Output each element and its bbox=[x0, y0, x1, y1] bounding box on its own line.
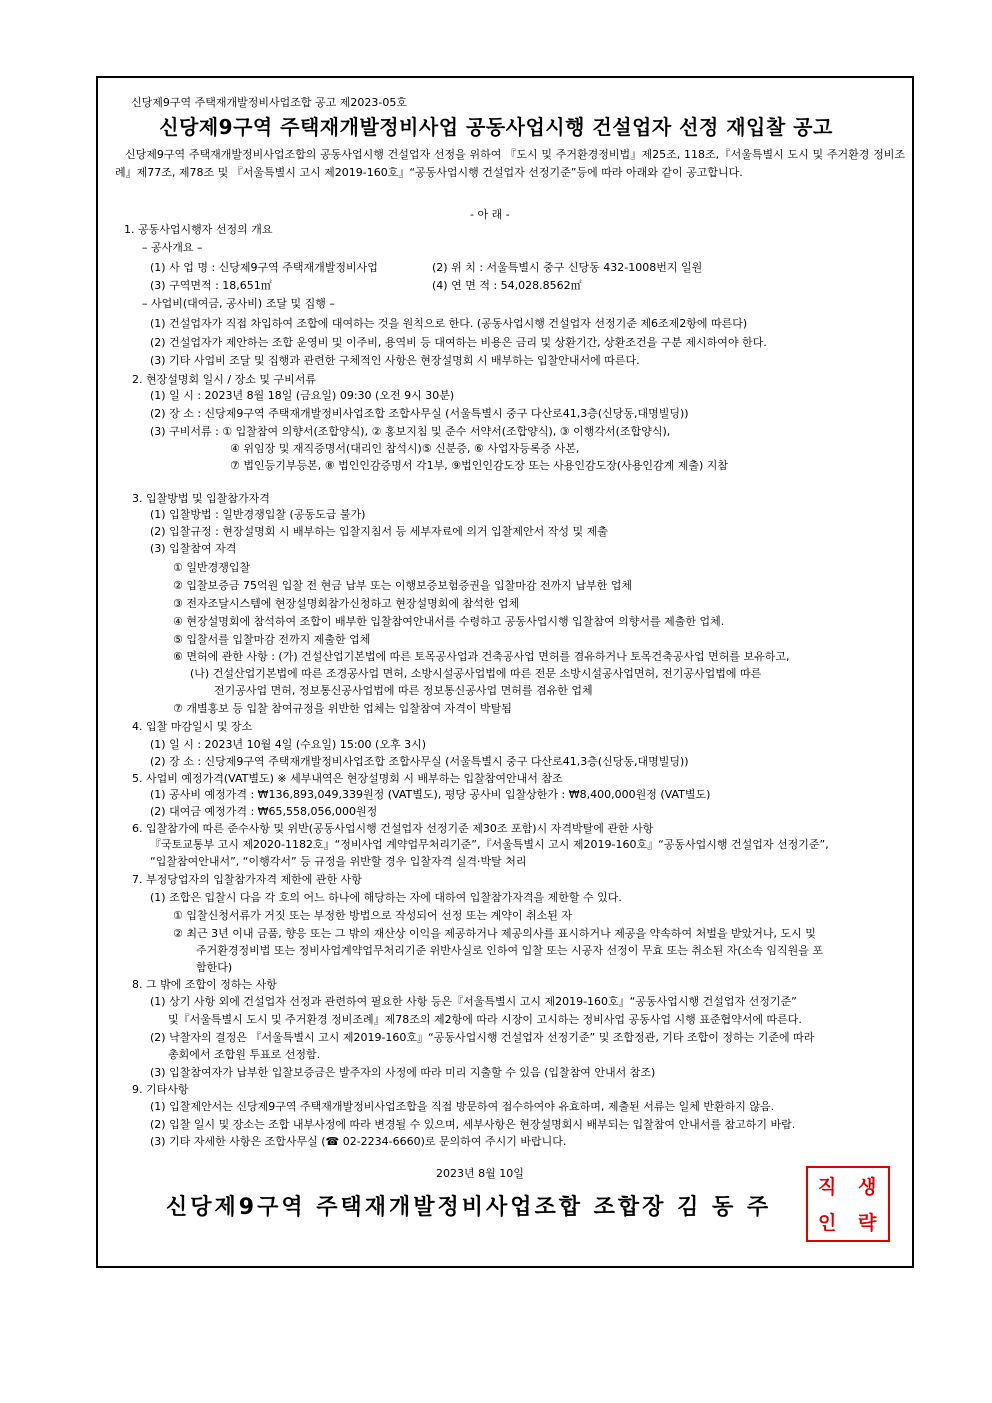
notice-line: (3) 입찰참여자가 납부한 입찰보증금은 발주자의 사정에 따라 미리 지출할 수 있음 (입찰참여 안내서 참조) bbox=[150, 1066, 656, 1079]
notice-line: 주거환경정비법 또는 정비사업계약업무처리기준 위반사실로 인하여 입찰 또는 시공자 선정이 무효 또는 취소된 자(소속 임직원을 포 bbox=[196, 944, 824, 957]
notice-line: ⑥ 면허에 관한 사항 : (가) 건설산업기본법에 따른 토목공사업과 건축공사업 면허를 겸유하거나 토목건축공사업 면허를 보유하고, bbox=[173, 650, 790, 663]
notice-line: ⑦ 법인등기부등본, ⑧ 법인인감증명서 각1부, ⑨법인인감도장 또는 사용인감도장(사용인감계 제출) 지참 bbox=[230, 459, 729, 472]
notice-line: ⑦ 개별홍보 등 입찰 참여규정을 위반한 업체는 입찰참여 자격이 박탈됨 bbox=[173, 702, 512, 715]
notice-date: 2023년 8월 10일 bbox=[436, 1167, 524, 1180]
notice-line: 9. 기타사항 bbox=[132, 1083, 189, 1096]
notice-line: ② 입찰보증금 75억원 입찰 전 현금 납부 또는 이행보증보험증권을 입찰마감 전까지 납부한 업체 bbox=[173, 579, 632, 592]
notice-line: (2) 입찰규정 : 현장설명회 시 배부하는 입찰지침서 등 세부자료에 의거 입찰제안서 작성 및 제출 bbox=[150, 525, 608, 538]
notice-line: 3. 입찰방법 및 입찰참가자격 bbox=[132, 492, 270, 505]
notice-line: (1) 입찰제안서는 신당제9구역 주택재개발정비사업조합을 직접 방문하여 접수하여야 유효하며, 제출된 서류는 일체 반환하지 않음. bbox=[150, 1100, 775, 1113]
notice-line: ③ 전자조달시스템에 현장설명회참가신청하고 현장설명회에 참석한 업체 bbox=[173, 597, 520, 610]
notice-line: (2) 대여금 예정가격 : ₩65,558,056,000원정 bbox=[150, 805, 378, 818]
seal-char: 직 bbox=[818, 1176, 837, 1198]
notice-line: (2) 위 치 : 서울특별시 중구 신당동 432-1008번지 일원 bbox=[432, 261, 703, 274]
notice-line: “입찰참여안내서”, “이행각서” 등 규정을 위반할 경우 입찰자격 실격·박탈 처리 bbox=[150, 855, 527, 868]
notice-line: (3) 구비서류 : ① 입찰참여 의향서(조합양식), ② 홍보지침 및 준수 서약서(조합양식), ③ 이행각서(조합양식), bbox=[150, 425, 671, 438]
notice-line: (3) 입찰참여 자격 bbox=[150, 542, 237, 555]
notice-line: 전기공사업 면허, 정보통신공사업법에 따른 정보통신공사업 면허를 겸유한 업체 bbox=[214, 684, 593, 697]
notice-line: – 사업비(대여금, 공사비) 조달 및 집행 – bbox=[142, 297, 335, 310]
seal-char: 략 bbox=[858, 1212, 877, 1234]
notice-line: (1) 일 시 : 2023년 8월 18일 (금요일) 09:30 (오전 9시 30분) bbox=[150, 389, 455, 402]
notice-line: – 공사개요 – bbox=[142, 241, 203, 254]
notice-line: ① 입찰신청서류가 거짓 또는 부정한 방법으로 작성되어 선정 또는 계약이 취소된 자 bbox=[173, 909, 572, 922]
notice-line: 총회에서 조합원 투표로 선정함. bbox=[168, 1048, 321, 1061]
notice-line: ② 최근 3년 이내 금품, 향응 또는 그 밖의 재산상 이익을 제공하거나 제공의사를 표시하거나 제공을 약속하여 처벌을 받았거나, 도시 및 bbox=[173, 927, 816, 940]
notice-line: 5. 사업비 예정가격(VAT별도) ※ 세부내역은 현장설명회 시 배부하는 입찰참여안내서 참조 bbox=[132, 772, 563, 785]
notice-line: ④ 현장설명회에 참석하여 조합이 배부한 입찰참여안내서를 수령하고 공동사업시행 입찰참여 의향서를 제출한 업체. bbox=[173, 615, 725, 628]
notice-line: 7. 부정당업자의 입찰참가자격 제한에 관한 사항 bbox=[132, 873, 362, 886]
notice-line: ④ 위임장 및 재직증명서(대리인 참석시)⑤ 신분증, ⑥ 사업자등록증 사본, bbox=[230, 442, 580, 455]
notice-line: (1) 건설업자가 직접 차입하여 조합에 대여하는 것을 원칙으로 한다. (공동사업시행 건설업자 선정기준 제6조제2항에 따른다) bbox=[150, 317, 748, 330]
document-title: 신당제9구역 주택재개발정비사업 공동사업시행 건설업자 선정 재입찰 공고 bbox=[159, 115, 833, 139]
notice-number: 신당제9구역 주택재개발정비사업조합 공고 제2023-05호 bbox=[131, 96, 407, 109]
notice-line: 1. 공동사업시행자 선정의 개요 bbox=[124, 223, 273, 236]
notice-line: (2) 낙찰자의 결정은 『서울특별시 고시 제2019-160호』“공동사업시행 건설업자 선정기준” 및 조합정관, 기타 조합이 정하는 기준에 따라 bbox=[150, 1031, 815, 1044]
notice-line: ① 일반경쟁입찰 bbox=[173, 561, 251, 574]
signature-line: 신당제9구역 주택재개발정비사업조합 조합장 김 동 주 bbox=[166, 1195, 772, 1220]
seal-char: 인 bbox=[818, 1212, 837, 1234]
notice-line: - 아 래 - bbox=[470, 208, 510, 221]
notice-line: (1) 상기 사항 외에 건설업자 선정과 관련하여 필요한 사항 등은『서울특별시 고시 제2019-160호』“공동사업시행 건설업자 선정기준” bbox=[150, 995, 797, 1008]
notice-line: 및『서울특별시 도시 및 주거환경 정비조례』제78조의 제2항에 따라 시장이 고시하는 정비사업 공동사업 시행 표준협약서에 따른다. bbox=[168, 1013, 802, 1026]
notice-line: (3) 기타 자세한 사항은 조합사무실 (☎ 02-2234-6660)로 문의하여 주시기 바랍니다. bbox=[150, 1135, 567, 1148]
notice-line: 함한다) bbox=[196, 961, 233, 974]
notice-line: (3) 구역면적 : 18,651㎡ bbox=[150, 279, 272, 292]
notice-line: (나) 건설산업기본법에 따른 조경공사업 면허, 소방시설공사업법에 따른 전문 소방시설공사업면허, 전기공사업법에 따른 bbox=[190, 667, 762, 680]
notice-line: (2) 건설업자가 제안하는 조합 운영비 및 이주비, 용역비 등 대여하는 비용은 금리 및 상환기간, 상환조건을 구분 제시하여야 한다. bbox=[150, 336, 767, 349]
notice-line: (1) 일 시 : 2023년 10월 4일 (수요일) 15:00 (오후 3시) bbox=[150, 738, 426, 751]
notice-line: (1) 공사비 예정가격 : ₩136,893,049,339원정 (VAT별도), 평당 공사비 입찰상한가 : ₩8,400,000원정 (VAT별도) bbox=[150, 788, 711, 801]
notice-line: (2) 입찰 일시 및 장소는 조합 내부사정에 따라 변경될 수 있으며, 세부사항은 현장설명회시 배부되는 입찰참여 안내서를 참고하기 바람. bbox=[150, 1118, 796, 1131]
notice-line: 2. 현장설명회 일시 / 장소 및 구비서류 bbox=[132, 373, 316, 386]
notice-line: 『국토교통부 고시 제2020-1182호』“정비사업 계약업무처리기준”,『서울특별시 고시 제2019-160호』“공동사업시행 건설업자 선정기준”, bbox=[150, 838, 829, 851]
notice-line: 8. 그 밖에 조합이 정하는 사항 bbox=[132, 978, 277, 991]
notice-line: (1) 사 업 명 : 신당제9구역 주택재개발정비사업 bbox=[150, 261, 378, 274]
notice-line: (2) 장 소 : 신당제9구역 주택재개발정비사업조합 조합사무실 (서울특별시 중구 다산로41,3층(신당동,대명빌딩)) bbox=[150, 755, 689, 768]
intro-paragraph: 신당제9구역 주택재개발정비사업조합의 공동사업시행 건설업자 선정을 위하여 『도시 및 주거환경정비법』제25조, 118조,『서울특별시 도시 및 주거환경 정비조례』제77조, 제78조 및 『서울특별시 고시 제2019-160호』“공동사업시행 건설업자 선정기준”등에 따라 아래와 같이 공고합니다. bbox=[115, 148, 905, 179]
notice-line: (3) 기타 사업비 조달 및 집행과 관련한 구체적인 사항은 현장설명회 시 배부하는 입찰안내서에 따른다. bbox=[150, 354, 640, 367]
notice-line: 4. 입찰 마감일시 및 장소 bbox=[132, 720, 253, 733]
notice-line: (1) 조합은 입찰시 다음 각 호의 어느 하나에 해당하는 자에 대하여 입찰참가자격을 제한할 수 있다. bbox=[150, 891, 622, 904]
notice-line: 6. 입찰참가에 따른 준수사항 및 위반(공동사업시행 건설업자 선정기준 제30조 포함)시 자격박탈에 관한 사항 bbox=[132, 822, 654, 835]
notice-line: ⑤ 입찰서를 입찰마감 전까지 제출한 업체 bbox=[173, 633, 371, 646]
notice-line: (2) 장 소 : 신당제9구역 주택재개발정비사업조합 조합사무실 (서울특별시 중구 다산로41,3층(신당동,대명빌딩)) bbox=[150, 407, 689, 420]
seal-char: 생 bbox=[858, 1176, 877, 1198]
notice-line: (1) 입찰방법 : 일반경쟁입찰 (공동도급 불가) bbox=[150, 508, 366, 521]
notice-line: (4) 연 면 적 : 54,028.8562㎡ bbox=[432, 279, 582, 292]
official-seal bbox=[806, 1166, 890, 1242]
